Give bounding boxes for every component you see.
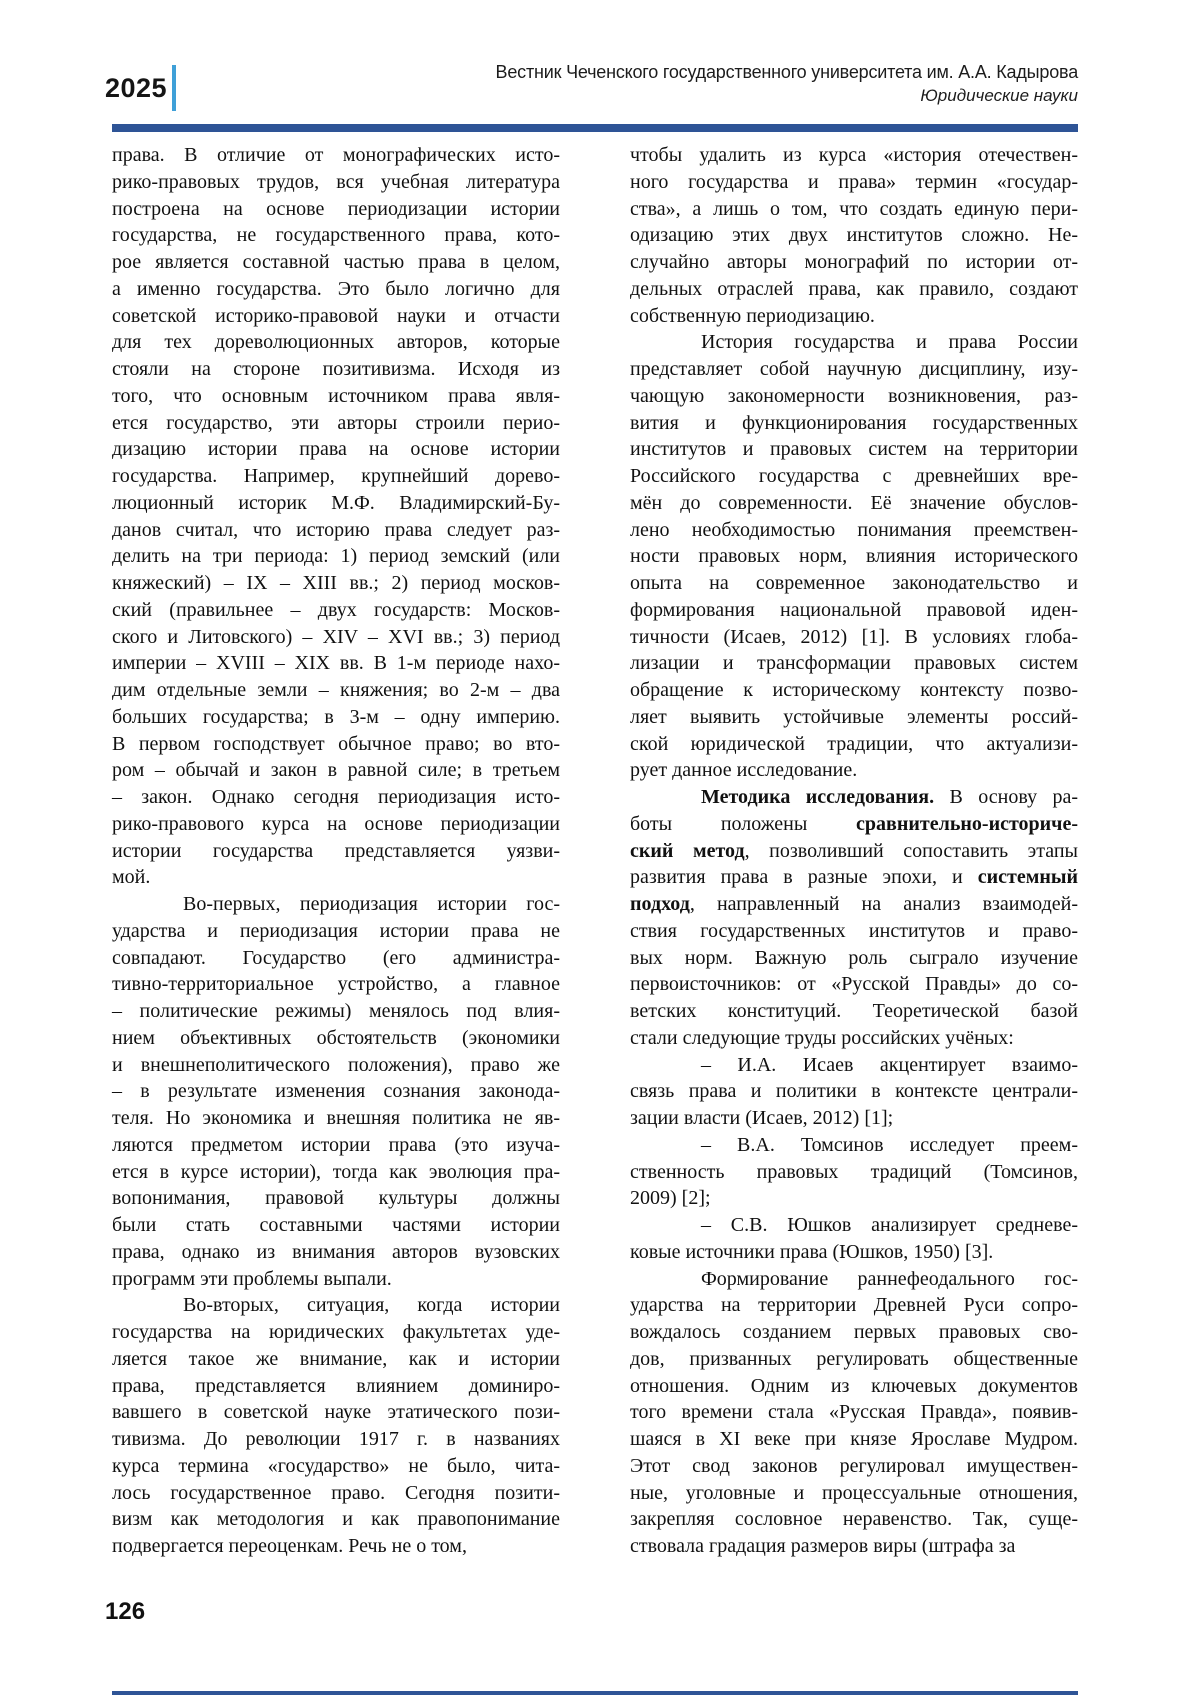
paragraph [630, 329, 1078, 784]
text-line: советской историко-правовой науки и отчасти [112, 304, 560, 327]
text-line: отношения. Одним из ключевых документов [630, 1374, 1078, 1397]
text-line: вития и функционирования государственных [630, 411, 1078, 434]
text-line: государства, не государственного права, кото- [112, 224, 560, 247]
paragraph [630, 1212, 1078, 1266]
left-column [112, 142, 560, 1560]
text-line: и внешнеполитического положения), право же [112, 1053, 560, 1076]
article-body [112, 142, 1078, 1560]
text-line: ляет выявить устойчивые элементы россий- [630, 705, 1078, 728]
text-line: закрепляя сословное неравенство. Так, суще- [630, 1508, 1078, 1531]
text-line: мён до современности. Её значение обуслов- [630, 491, 1078, 514]
text-line: империи – XVIII – XIX вв. В 1-м периоде нахо- [112, 652, 560, 675]
page-number: 126 [105, 1598, 146, 1625]
text-line: Формирование раннефеодального гос- [701, 1267, 1078, 1290]
text-line: государства на юридических факультетах уде- [112, 1321, 560, 1343]
text-line: визм как методология и как правопонимание [112, 1508, 560, 1531]
text-line: стали следующие труды российских учёных: [630, 1026, 1014, 1049]
text-line: были стать составными частями истории [112, 1214, 560, 1236]
text-line: ности правовых норм, влияния исторического [630, 545, 1078, 568]
text-line: ственность правовых традиций (Томсинов, [630, 1160, 1078, 1183]
journal-header-block [496, 60, 1078, 107]
text-line: построена на основе периодизации истории [112, 197, 560, 220]
text-line: теля. Но экономика и внешняя политика не яв- [112, 1107, 560, 1129]
text-line: связь права и политики в контексте централи- [630, 1080, 1078, 1103]
text-line: Этот свод законов регулировал имуществен- [630, 1454, 1078, 1477]
text-line: права. В отличие от монографических исто- [112, 144, 560, 166]
text-line: дизацию истории права на основе истории [112, 438, 560, 461]
text-line: ется государство, эти авторы строили перио- [112, 411, 560, 434]
text-line: ляются предметом истории права (это изуча- [112, 1133, 560, 1156]
text-line: вождалось созданием первых правовых сво- [630, 1321, 1078, 1343]
text-line: собственную периодизацию. [630, 304, 875, 327]
text-line: мой. [112, 866, 151, 889]
text-line: права, представляется влиянием доминиро- [112, 1374, 560, 1397]
text-line: подвергается переоценкам. Речь не о том, [112, 1535, 467, 1557]
footer-rule [112, 1691, 1078, 1695]
text-line: ствовала градация размеров виры (штрафа за [630, 1535, 1016, 1557]
text-line: стояли на стороне позитивизма. Исходя из [112, 358, 560, 380]
text-line: – С.В. Юшков анализирует средневе- [701, 1214, 1078, 1236]
text-line: одизацию этих двух институтов сложно. Не- [630, 224, 1078, 247]
text-line: вых норм. Важную роль сыграло изучение [630, 946, 1078, 969]
text-line: ударства и периодизация истории права не [112, 919, 560, 942]
text-line: ского и Литовского) – XIV – XVI вв.; 3) период [112, 625, 560, 648]
text-line: зации власти (Исаев, 2012) [1]; [630, 1107, 894, 1129]
text-line: ного государства и права» термин «государ- [630, 170, 1078, 193]
text-line: вопонимания, правовой культуры должны [112, 1187, 560, 1210]
text-line: ром – обычай и закон в равной силе; в третьем [112, 759, 560, 782]
page-header [105, 60, 1078, 122]
text-line: шаяся в XI веке при князе Ярославе Мудром. [630, 1428, 1078, 1450]
text-line: того времени стала «Русская Правда», появив- [630, 1401, 1078, 1424]
text-line: курса термина «государство» не было, чита- [112, 1454, 560, 1477]
text-line: а именно государства. Это было логично для [112, 277, 560, 300]
paragraph [630, 142, 1078, 329]
text-line: совпадают. Государство (его администра- [112, 946, 560, 969]
text-line: обращение к историческому контексту позво- [630, 679, 1078, 701]
text-line: рико-правового курса на основе периодизации [112, 812, 560, 835]
text-line: тивно-территориальное устройство, а главное [112, 973, 560, 996]
text-line: лизации и трансформации правовых систем [630, 652, 1078, 675]
text-line: вавшего в советской науке этатического пози- [112, 1401, 560, 1424]
journal-title: Вестник Чеченского государственного университета им. А.А. Кадырова [495, 62, 1078, 82]
text-line: – закон. Однако сегодня периодизация исто- [112, 786, 560, 808]
paragraph [630, 1266, 1078, 1560]
text-line: дим отдельные земли – княжения; во 2-м – два [112, 679, 560, 701]
text-line: формирования национальной правовой иден- [630, 598, 1078, 621]
text-line: случайно авторы монографий по истории от- [630, 251, 1078, 273]
text-line: боты положены сравнительно-историче- [630, 812, 1078, 835]
header-rule [112, 124, 1078, 132]
text-line: рое является составной частью права в целом, [112, 251, 560, 273]
text-line: тичности (Исаев, 2012) [1]. В условиях глоба- [630, 625, 1078, 648]
text-line: История государства и права России [701, 331, 1078, 354]
text-line: первоисточников: от «Русской Правды» до со- [630, 973, 1078, 996]
text-line: княжеский) – IX – XIII вв.; 2) период москов- [112, 572, 560, 594]
text-line: делить на три периода: 1) период земский (или [112, 545, 560, 568]
text-line: ский (правильнее – двух государств: Москов- [112, 598, 560, 621]
text-line: ные, уголовные и процессуальные отношения, [630, 1481, 1078, 1504]
text-line: рико-правовых трудов, вся учебная литература [112, 170, 560, 193]
text-line: – в результате изменения сознания законода- [112, 1080, 560, 1103]
text-line: права, однако из внимания авторов вузовских [112, 1240, 560, 1263]
text-line: программ эти проблемы выпали. [112, 1267, 392, 1290]
text-line: ковые источники права (Юшков, 1950) [3]. [630, 1240, 994, 1263]
text-line: истории государства представляется уязви- [112, 839, 560, 862]
text-line: Российского государства с древнейших вре- [630, 465, 1078, 487]
text-line: люционный историк М.Ф. Владимирский-Бу- [112, 491, 560, 514]
paragraph [112, 142, 560, 891]
text-line: – И.А. Исаев акцентирует взаимо- [701, 1053, 1078, 1076]
text-line: ударства на территории Древней Руси сопро- [630, 1294, 1078, 1317]
text-line: институтов и правовых систем на территории [630, 438, 1078, 461]
text-line: ляется такое же внимание, как и истории [112, 1347, 560, 1370]
text-line: тивизма. До революции 1917 г. в названиях [112, 1428, 560, 1450]
right-column [630, 142, 1078, 1560]
year-divider-bar [172, 65, 176, 111]
text-line: опыта на современное законодательство и [630, 572, 1078, 594]
text-line: для тех дореволюционных авторов, которые [112, 331, 560, 354]
text-line: лено необходимостью понимания преемствен- [630, 518, 1078, 541]
paragraph [630, 1052, 1078, 1132]
text-line: дов, призванных регулировать общественные [630, 1347, 1078, 1370]
text-line: данов считал, что историю права следует раз- [112, 518, 560, 541]
journal-section-title: Юридические науки [920, 86, 1078, 105]
text-line: представляет собой научную дисциплину, изу- [630, 358, 1078, 380]
text-line: В первом господствует обычное право; во вто- [112, 732, 560, 755]
text-line: ства», а лишь о том, что создать единую пери- [630, 197, 1078, 220]
paragraph [630, 784, 1078, 1052]
text-line: Во-вторых, ситуация, когда истории [183, 1294, 560, 1317]
text-line: ствия государственных институтов и право- [630, 919, 1078, 942]
text-line: 2009) [2]; [630, 1187, 711, 1210]
text-line: ской юридической традиции, что актуализи- [630, 732, 1078, 755]
text-line: – В.А. Томсинов исследует преем- [701, 1133, 1078, 1156]
paragraph [112, 891, 560, 1292]
text-line: чающую закономерности возникновения, раз- [630, 384, 1078, 407]
text-line: чтобы удалить из курса «история отечествен- [630, 144, 1078, 166]
text-line: Методика исследования. В основу ра- [701, 786, 1078, 808]
text-line: ется в курсе истории), тогда как эволюция пра- [112, 1160, 560, 1183]
text-line: дельных отраслей права, как правило, создают [630, 277, 1078, 300]
text-line: того, что основным источником права явля- [112, 384, 560, 407]
text-line: лось государственное право. Сегодня позити- [112, 1481, 560, 1504]
text-line: Во-первых, периодизация истории гос- [183, 893, 560, 915]
text-line: больших государства; в 3-м – одну империю. [112, 705, 560, 728]
paragraph [630, 1132, 1078, 1212]
text-line: подход, направленный на анализ взаимодей- [630, 893, 1078, 915]
text-line: государства. Например, крупнейший дорево- [112, 465, 560, 487]
text-line: ский метод, позволивший сопоставить этапы [630, 839, 1078, 862]
text-line: – политические режимы) менялось под влия- [112, 1000, 560, 1022]
text-line: развития права в разные эпохи, и системный [630, 866, 1078, 889]
text-line: рует данное исследование. [630, 759, 858, 782]
text-line: ветских конституций. Теоретической базой [630, 1000, 1078, 1022]
year-label: 2025 [105, 73, 168, 103]
text-line: нием объективных обстоятельств (экономики [112, 1026, 560, 1049]
paragraph [112, 1292, 560, 1560]
